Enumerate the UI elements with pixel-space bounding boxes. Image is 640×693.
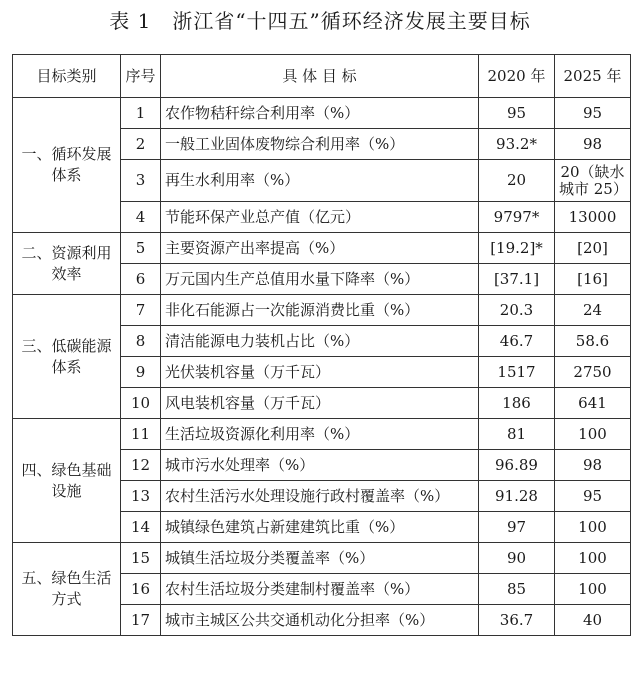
header-row <box>13 55 631 98</box>
value-2025-cell: 24 <box>555 295 631 326</box>
item-cell: 主要资源产出率提高（%） <box>161 233 479 264</box>
item-cell: 再生水利用率（%） <box>161 160 479 202</box>
item-cell: 生活垃圾资源化利用率（%） <box>161 419 479 450</box>
category-cell: 一、循环发展体系 <box>13 98 121 233</box>
item-cell: 城市主城区公共交通机动化分担率（%） <box>161 605 479 636</box>
item-cell: 非化石能源占一次能源消费比重（%） <box>161 295 479 326</box>
table-row <box>13 295 631 326</box>
category-cell: 四、绿色基础设施 <box>13 419 121 543</box>
value-2025-cell: 13000 <box>555 202 631 233</box>
value-2020-cell: 95 <box>479 98 555 129</box>
seq-cell: 5 <box>121 233 161 264</box>
value-2025-cell: 98 <box>555 129 631 160</box>
seq-cell: 4 <box>121 202 161 233</box>
item-cell: 城镇绿色建筑占新建建筑比重（%） <box>161 512 479 543</box>
seq-cell: 7 <box>121 295 161 326</box>
category-cell: 三、低碳能源体系 <box>13 295 121 419</box>
item-cell: 农作物秸秆综合利用率（%） <box>161 98 479 129</box>
value-2025-cell: 2750 <box>555 357 631 388</box>
value-2020-cell: 46.7 <box>479 326 555 357</box>
seq-cell: 13 <box>121 481 161 512</box>
seq-cell: 11 <box>121 419 161 450</box>
value-2025-cell: 98 <box>555 450 631 481</box>
header-category: 目标类别 <box>13 55 121 98</box>
item-cell: 节能环保产业总产值（亿元） <box>161 202 479 233</box>
value-2025-cell: 100 <box>555 574 631 605</box>
value-2025-cell: 100 <box>555 419 631 450</box>
item-cell: 风电装机容量（万千瓦） <box>161 388 479 419</box>
seq-cell: 16 <box>121 574 161 605</box>
value-2020-cell: 93.2* <box>479 129 555 160</box>
value-2020-cell: 186 <box>479 388 555 419</box>
value-2020-cell: 81 <box>479 419 555 450</box>
item-cell: 光伏装机容量（万千瓦） <box>161 357 479 388</box>
item-cell: 农村生活污水处理设施行政村覆盖率（%） <box>161 481 479 512</box>
category-cell: 五、绿色生活方式 <box>13 543 121 636</box>
category-cell: 二、资源利用效率 <box>13 233 121 295</box>
table-title: 表 1 浙江省“十四五”循环经济发展主要目标 <box>109 9 531 33</box>
value-2020-cell: 96.89 <box>479 450 555 481</box>
value-2025-cell: [20] <box>555 233 631 264</box>
seq-cell: 1 <box>121 98 161 129</box>
seq-cell: 12 <box>121 450 161 481</box>
seq-cell: 3 <box>121 160 161 202</box>
item-cell: 城镇生活垃圾分类覆盖率（%） <box>161 543 479 574</box>
value-2020-cell: 97 <box>479 512 555 543</box>
seq-cell: 9 <box>121 357 161 388</box>
value-2020-cell: 85 <box>479 574 555 605</box>
value-2025-cell: [16] <box>555 264 631 295</box>
value-2020-cell: [19.2]* <box>479 233 555 264</box>
item-cell: 万元国内生产总值用水量下降率（%） <box>161 264 479 295</box>
header-seq: 序号 <box>121 55 161 98</box>
item-cell: 一般工业固体废物综合利用率（%） <box>161 129 479 160</box>
table-row <box>13 543 631 574</box>
seq-cell: 2 <box>121 129 161 160</box>
value-2025-cell: 40 <box>555 605 631 636</box>
item-cell: 农村生活垃圾分类建制村覆盖率（%） <box>161 574 479 605</box>
seq-cell: 10 <box>121 388 161 419</box>
value-2020-cell: 36.7 <box>479 605 555 636</box>
value-2025-cell: 58.6 <box>555 326 631 357</box>
seq-cell: 17 <box>121 605 161 636</box>
value-2020-cell: 91.28 <box>479 481 555 512</box>
value-2020-cell: 20.3 <box>479 295 555 326</box>
value-2025-cell: 95 <box>555 98 631 129</box>
seq-cell: 15 <box>121 543 161 574</box>
item-cell: 城市污水处理率（%） <box>161 450 479 481</box>
table-row <box>13 233 631 264</box>
value-2020-cell: 90 <box>479 543 555 574</box>
table-row <box>13 98 631 129</box>
value-2025-cell: 95 <box>555 481 631 512</box>
header-item: 具 体 目 标 <box>161 55 479 98</box>
seq-cell: 8 <box>121 326 161 357</box>
header-2025: 2025 年 <box>555 55 631 98</box>
value-2025-cell: 100 <box>555 512 631 543</box>
value-2020-cell: [37.1] <box>479 264 555 295</box>
item-cell: 清洁能源电力装机占比（%） <box>161 326 479 357</box>
value-2020-cell: 20 <box>479 160 555 202</box>
value-2025-cell: 20（缺水城市 25） <box>555 160 631 202</box>
header-2020: 2020 年 <box>479 55 555 98</box>
table-row <box>13 419 631 450</box>
value-2025-cell: 641 <box>555 388 631 419</box>
goals-table <box>12 54 631 636</box>
value-2025-cell: 100 <box>555 543 631 574</box>
seq-cell: 6 <box>121 264 161 295</box>
value-2020-cell: 9797* <box>479 202 555 233</box>
value-2020-cell: 1517 <box>479 357 555 388</box>
seq-cell: 14 <box>121 512 161 543</box>
